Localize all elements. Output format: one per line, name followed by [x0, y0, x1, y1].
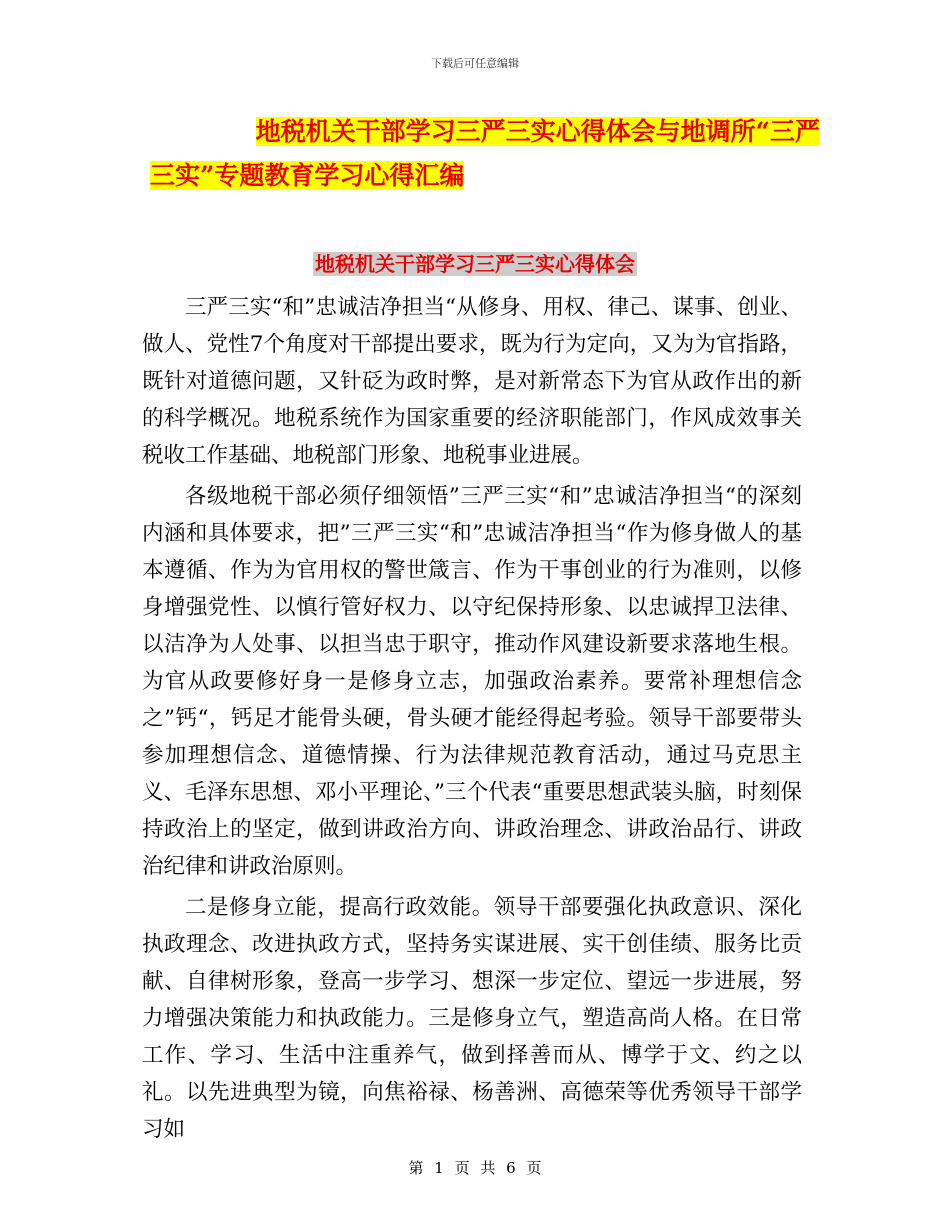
section-title — [0, 248, 950, 277]
paragraph-3: 二是修身立能，提高行政效能。领导干部要强化执政意识、深化执政理念、改进执政方式，坚持务实谋进展、实干创佳绩、服务比贡献、自律树形象，登高一步学习、想深一步定位、望远一步进展，努力增强决策能力和执政能力。三是修身立气，塑造高尚人格。在日常工作、学习、生活中注重养气，做到择善而从、博学于文、约之以礼。以先进典型为镜，向焦裕禄、杨善洲、高德荣等优秀领导干部学习如 — [142, 895, 802, 1142]
document-title — [150, 110, 820, 198]
paragraph-2: 各级地税干部必须仔细领悟”三严三实“和”忠诚洁净担当“的深刻内涵和具体要求，把”三严三实“和”忠诚洁净担当“作为修身做人的基本遵循、作为为官用权的警世箴言、作为干事创业的行为准则，以修身增强党性、以慎行管好权力、以守纪保持形象、以忠诚捍卫法律、以洁净为人处事、以担当忠于职守，推动作风建设新要求落地生根。为官从政要修好身一是修身立志，加强政治素养。要常补理想信念之”钙“，钙足才能骨头硬，骨头硬才能经得起考验。领导干部要带头参加理想信念、道德情操、行为法律规范教育活动，通过马克思主义、毛泽东思想、邓小平理论、”三个代表“重要思想武装头脑，时刻保持政治上的坚定，做到讲政治方向、讲政治理念、讲政治品行、讲政治纪律和讲政治原则。 — [142, 484, 802, 879]
title-line-1-text: 地税机关干部学习三严三实心得体会与地调所“三严 — [255, 117, 820, 146]
title-line-2-text: 三实”专题教育学习心得汇编 — [150, 161, 465, 190]
title-line-1 — [150, 110, 820, 154]
body-text — [142, 289, 802, 1148]
title-line-2 — [150, 154, 820, 198]
header-note: 下载后可任意编辑 — [431, 57, 519, 70]
section-title-text: 地税机关干部学习三严三实心得体会 — [315, 252, 635, 276]
page-number: 第 1 页 共 6 页 — [408, 1159, 542, 1177]
paragraph-1: 三严三实“和”忠诚洁净担当“从修身、用权、律己、谋事、创业、做人、党性7个角度对干部提出要求，既为行为定向，又为为官指路，既针对道德问题，又针砭为政时弊，是对新常态下为官从政作出的新的科学概况。地税系统作为国家重要的经济职能部门，作风成效事关税收工作基础、地税部门形象、地税事业进展。 — [142, 295, 802, 468]
